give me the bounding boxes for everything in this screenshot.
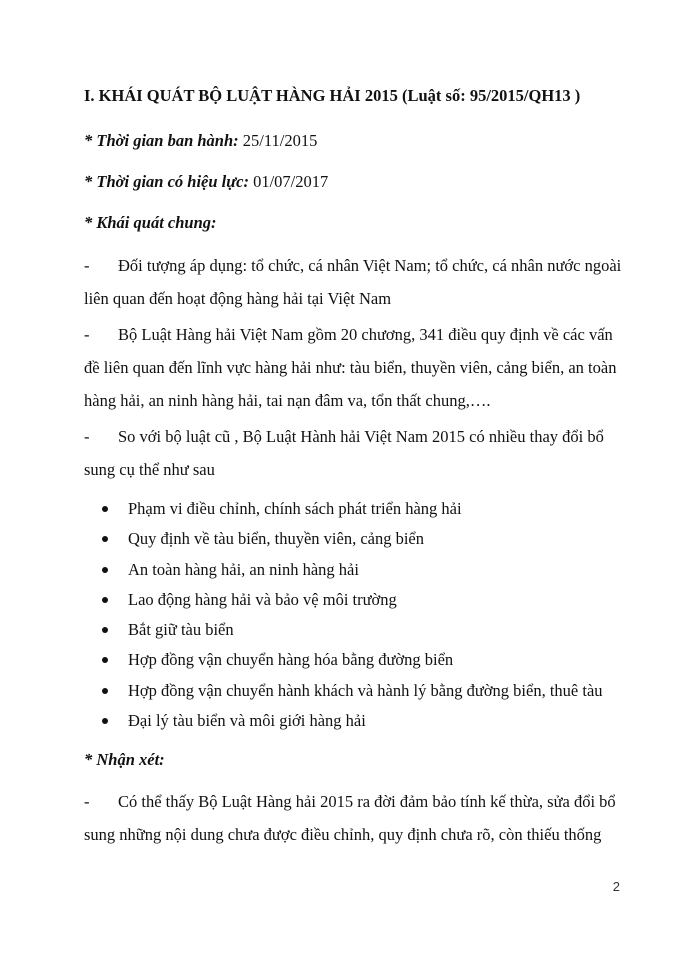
list-item: Đại lý tàu biển và môi giới hàng hải [102, 706, 603, 736]
list-item: Bắt giữ tàu biển [102, 615, 603, 645]
bullet-icon [102, 688, 108, 694]
bullet-icon [102, 718, 108, 724]
effective-date-label: * Thời gian có hiệu lực: [84, 172, 249, 191]
effective-date-value: 01/07/2017 [253, 172, 329, 191]
list-item: Hợp đồng vận chuyển hàng hóa bằng đường biển [102, 645, 603, 675]
list-item: Hợp đồng vận chuyển hành khách và hành lý bằng đường biển, thuê tàu [102, 676, 603, 706]
bullet-icon [102, 506, 108, 512]
changes-bullet-list [102, 494, 603, 736]
dash-marker: - [84, 325, 90, 344]
bullet-icon [102, 627, 108, 633]
paragraph-remark [84, 785, 632, 851]
dash-marker: - [84, 792, 90, 811]
paragraph-scope-line-1: - Đối tượng áp dụng: tổ chức, cá nhân Việt Nam; tổ chức, cá nhân nước ngoài [84, 249, 632, 282]
paragraph-changes-line-2: sung cụ thể như sau [84, 460, 215, 479]
paragraph-remark-line-2: sung những nội dung chưa được điều chỉnh, quy định chưa rõ, còn thiếu thống [84, 825, 602, 844]
overview-heading: * Khái quát chung: [84, 213, 217, 232]
dash-marker: - [84, 427, 90, 446]
effective-date-line [84, 172, 328, 192]
bullet-icon [102, 597, 108, 603]
list-item: An toàn hàng hải, an ninh hàng hải [102, 555, 603, 585]
bullet-icon [102, 536, 108, 542]
paragraph-remark-line-1: - Có thể thấy Bộ Luật Hàng hải 2015 ra đời đảm bảo tính kế thừa, sửa đổi bổ [84, 785, 632, 818]
paragraph-scope [84, 249, 632, 315]
issued-date-value: 25/11/2015 [242, 131, 318, 150]
remark-heading: * Nhận xét: [84, 750, 165, 769]
paragraph-structure [84, 318, 632, 417]
issued-date-label: * Thời gian ban hành: [84, 131, 239, 150]
paragraph-structure-line-2: đề liên quan đến lĩnh vực hàng hải như: tàu biển, thuyền viên, cảng biển, an toàn [84, 358, 617, 377]
list-item: Lao động hàng hải và bảo vệ môi trường [102, 585, 603, 615]
paragraph-scope-line-2: liên quan đến hoạt động hàng hải tại Việt Nam [84, 289, 392, 308]
paragraph-structure-line-3: hàng hải, an ninh hàng hải, tai nạn đâm va, tổn thất chung,…. [84, 391, 491, 410]
paragraph-structure-line-1: - Bộ Luật Hàng hải Việt Nam gồm 20 chương, 341 điều quy định về các vấn [84, 318, 632, 351]
issued-date-line [84, 131, 317, 151]
list-item: Quy định về tàu biển, thuyền viên, cảng biển [102, 524, 603, 554]
bullet-icon [102, 657, 108, 663]
paragraph-changes [84, 420, 632, 486]
list-item: Phạm vi điều chỉnh, chính sách phát triển hàng hải [102, 494, 603, 524]
bullet-icon [102, 567, 108, 573]
section-title: I. KHÁI QUÁT BỘ LUẬT HÀNG HẢI 2015 (Luật số: 95/2015/QH13 ) [84, 86, 581, 105]
page-number: 2 [612, 879, 620, 894]
dash-marker: - [84, 256, 90, 275]
paragraph-changes-line-1: - So với bộ luật cũ , Bộ Luật Hành hải Việt Nam 2015 có nhiều thay đổi bổ [84, 420, 632, 453]
